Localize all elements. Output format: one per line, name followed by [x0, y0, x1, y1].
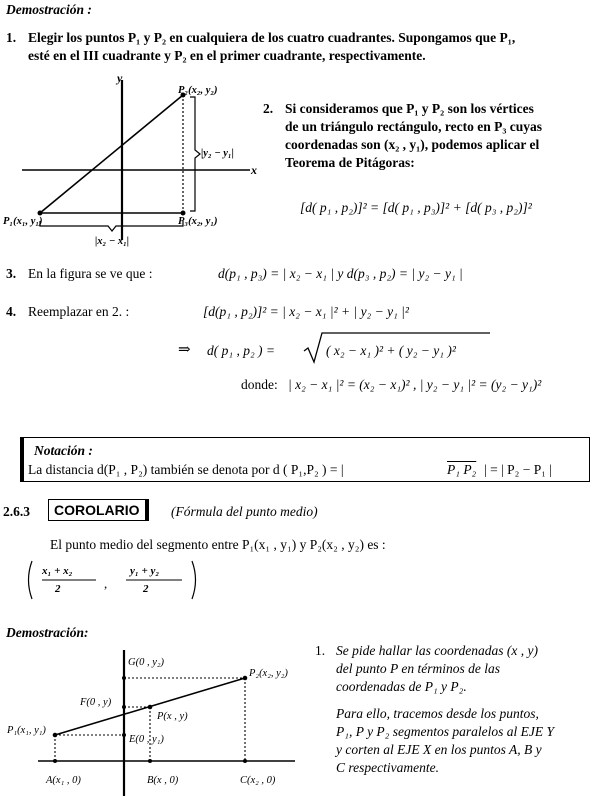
label-b: B(x , 0) — [147, 775, 179, 786]
step-3-text: En la figura se ve que : — [28, 266, 153, 281]
x-axis-label: x — [251, 163, 257, 177]
demostracion-heading-1: Demostración : — [6, 2, 92, 17]
step-2-line-4: Teorema de Pitágoras: — [285, 155, 415, 170]
proof-step-1-line-4: Para ello, tracemos desde los puntos, — [336, 706, 539, 721]
step-2-line-1: Si consideramos que P₁ y P₂ son los vértices — [285, 101, 534, 116]
proof-step-1-line-3: coordenadas de P₁ y P₂. — [336, 679, 467, 694]
step-1-number: 1. — [6, 30, 17, 45]
point-a — [53, 759, 57, 763]
label-p3: P₃(x₂, y₁) — [178, 216, 218, 227]
frac-1-denominator: 2 — [55, 583, 61, 595]
step-2-line-2: de un triángulo rectángulo, recto en P₃ cuyas — [285, 119, 543, 134]
step-4-number: 4. — [6, 304, 17, 319]
step-2-number: 2. — [263, 101, 274, 116]
step-1-line-2: esté en el III cuadrante y P₂ en el primer cuadrante, respectivamente. — [28, 48, 426, 63]
point-g — [122, 676, 126, 680]
corollary-number: 2.6.3 — [3, 504, 30, 519]
point-p1-2 — [53, 733, 58, 738]
point-c — [243, 759, 247, 763]
corollary-subtitle: (Fórmula del punto medio) — [171, 504, 318, 519]
horizontal-brace — [40, 221, 183, 231]
frac-separator: , — [104, 576, 108, 591]
step-4-formula-1: [d(p₁ , p₂)]² = | x₂ − x₁ |² + | y₂ − y₁ |² — [203, 304, 409, 319]
notation-text-a: La distancia d(P₁ , P₂) también se denota por d ( P₁,P₂ ) = | — [28, 462, 344, 477]
label-e: E(0 , y₁) — [129, 734, 164, 745]
proof-step-1-line-5: P₁, P y P₂ segmentos paralelos al EJE Y — [336, 724, 554, 739]
notation-vector: P₁ P₂ — [447, 462, 477, 477]
step-1-line-1: Elegir los puntos P₁ y P₂ en cualquiera de los cuatro cuadrantes. Supongamos que P₁, — [28, 30, 516, 45]
step-2-line-3: coordenadas son (x₂ , y₁), podemos aplicar el — [285, 137, 540, 152]
pythagoras-formula: [d( p₁ , p₂)]² = [d( p₁ , p₃)]² + [d( p₃ , p₂)]² — [300, 200, 532, 215]
frac-2-numerator: y₁ + y₂ — [130, 565, 160, 577]
notation-text-b: | = | P₂ − P₁ | — [484, 462, 553, 477]
label-p2: P₂(x₂, y₂) — [178, 85, 218, 96]
point-e — [122, 733, 126, 737]
corollary-label: COROLARIO — [48, 499, 149, 521]
label-c: C(x₂ , 0) — [240, 775, 276, 786]
proof-step-1-line-1: Se pide hallar las coordenadas (x , y) — [336, 643, 538, 658]
frac-1-numerator: x₁ + x₂ — [42, 565, 73, 577]
point-b — [148, 759, 152, 763]
corollary-label-box — [48, 499, 149, 521]
label-g: G(0 , y₂) — [128, 657, 165, 668]
notation-title: Notación : — [34, 443, 93, 458]
implies-arrow: ⇒ — [178, 342, 191, 358]
vertical-brace — [190, 97, 200, 211]
label-p: P(x , y) — [157, 711, 188, 722]
step-4-formula-2-lhs: d( p₁ , p₂ ) = — [207, 343, 275, 358]
step-4-formula-2-radicand: ( x₂ − x₁ )² + ( y₂ − y₁ )² — [326, 343, 456, 358]
donde-text: | x₂ − x₁ |² = (x₂ − x₁)² , | y₂ − y₁ |² = (y₂ − y₁)² — [288, 377, 542, 392]
point-p — [148, 705, 153, 710]
y-axis-label: y — [117, 71, 123, 85]
triangle-figure — [0, 70, 270, 260]
point-p3 — [181, 211, 186, 216]
step-4-text: Reemplazar en 2. : — [28, 304, 130, 319]
label-a: A(x₁ , 0) — [46, 775, 81, 786]
point-f — [122, 705, 126, 709]
label-p1: P₁(x₁, y₁) — [3, 216, 43, 227]
proof-step-1-line-6: y corten al EJE X en los puntos A, B y — [336, 742, 542, 757]
label-p1-2: P₁(x₁, y₁) — [7, 725, 46, 736]
step-3-number: 3. — [6, 266, 17, 281]
point-p2-2 — [243, 676, 248, 681]
proof-step-1-line-7: C respectivamente. — [336, 760, 439, 775]
label-delta-x: |x₂ − x₁| — [95, 236, 130, 247]
proof-step-1-number: 1. — [315, 643, 326, 658]
hypotenuse-line — [40, 95, 183, 213]
frac-2-denominator: 2 — [143, 583, 149, 595]
label-f: F(0 , y) — [80, 697, 112, 708]
step-3-formula: d(p₁ , p₃) = | x₂ − x₁ | y d(p₃ , p₂) = | y₂ − y₁ | — [218, 266, 463, 281]
corollary-text: El punto medio del segmento entre P₁(x₁ , y₁) y P₂(x₂ , y₂) es : — [50, 537, 386, 552]
demostracion-heading-2: Demostración: — [6, 625, 89, 640]
label-p2-2: P₂(x₂, y₂) — [249, 668, 288, 679]
donde-label: donde: — [241, 377, 278, 392]
point-p1 — [38, 211, 43, 216]
label-delta-y: |y₂ − y₁| — [201, 148, 234, 159]
proof-step-1-line-2: del punto P en términos de las — [336, 661, 500, 676]
